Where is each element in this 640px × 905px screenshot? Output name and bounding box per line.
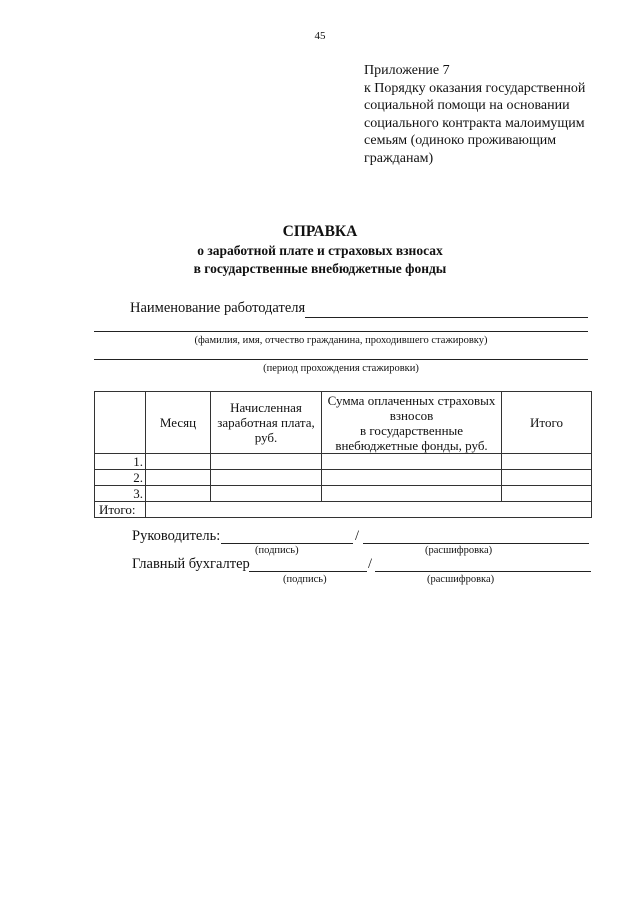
table-row (95, 486, 592, 502)
accountant-signature-label: Главный бухгалтер (132, 556, 250, 572)
employer-label: Наименование работодателя (130, 300, 306, 316)
table-row (95, 470, 592, 486)
contributions-cell[interactable] (322, 470, 502, 486)
head-decode-line[interactable] (363, 543, 589, 544)
header-salary-line: Начисленная (230, 400, 302, 415)
accountant-slash: / (368, 556, 373, 572)
header-salary-line: руб. (254, 430, 278, 445)
month-cell[interactable] (146, 486, 211, 502)
appendix-line: к Порядку оказания государственной (364, 80, 586, 96)
contributions-cell[interactable] (322, 486, 502, 502)
table-header-row (95, 392, 592, 454)
header-month: Месяц (146, 392, 211, 454)
employer-field-line[interactable] (305, 317, 588, 318)
title-line-2: о заработной плате и страховых взносах (197, 243, 443, 258)
header-salary-line: заработная плата, (217, 415, 315, 430)
header-total: Итого (502, 392, 592, 454)
fio-field-line[interactable] (94, 331, 588, 332)
total-cell[interactable] (502, 486, 592, 502)
title-main: СПРАВКА (282, 223, 358, 240)
head-signature-label: Руководитель: (132, 528, 221, 544)
head-slash: / (355, 528, 360, 544)
month-cell[interactable] (146, 470, 211, 486)
header-contributions-line: внебюджетные фонды, руб. (335, 438, 488, 453)
salary-cell[interactable] (211, 454, 322, 470)
page-number: 45 (314, 30, 326, 42)
table-row (95, 454, 592, 470)
head-decode-caption: (расшифровка) (425, 545, 493, 556)
salary-cell[interactable] (211, 470, 322, 486)
title-line-3: в государственные внебюджетные фонды (193, 261, 447, 276)
accountant-decode-caption: (расшифровка) (427, 574, 495, 585)
contributions-cell[interactable] (322, 454, 502, 470)
total-cell[interactable] (502, 454, 592, 470)
appendix-line: семьям (одиноко проживающим (364, 133, 557, 148)
period-field-line[interactable] (94, 359, 588, 360)
row-number: 1. (95, 454, 146, 470)
table-total-row (95, 502, 592, 518)
salary-cell[interactable] (211, 486, 322, 502)
month-cell[interactable] (146, 454, 211, 470)
header-contributions-line: Сумма оплаченных страховых (327, 393, 496, 408)
appendix-line: социальной помощи на основании (364, 98, 570, 113)
document-title (0, 222, 640, 278)
row-number: 3. (95, 486, 146, 502)
appendix-line: социального контракта малоимущим (364, 115, 585, 131)
total-cell[interactable] (502, 470, 592, 486)
row-number: 2. (95, 470, 146, 486)
head-signature-line[interactable] (221, 543, 353, 544)
period-caption: (период прохождения стажировки) (263, 363, 419, 374)
appendix-line: гражданам) (364, 150, 434, 166)
appendix-line: Приложение 7 (364, 63, 450, 78)
header-contributions-line: взносов (389, 408, 434, 423)
fio-caption: (фамилия, имя, отчество гражданина, проходившего стажировку) (194, 335, 488, 346)
accountant-decode-line[interactable] (375, 571, 591, 572)
header-contributions (322, 392, 502, 454)
appendix-note (364, 62, 626, 167)
salary-contributions-table (94, 391, 592, 518)
header-salary (211, 392, 322, 454)
header-number (95, 392, 146, 454)
accountant-signature-caption: (подпись) (283, 574, 327, 585)
total-row-value[interactable] (146, 502, 592, 518)
accountant-signature-line[interactable] (249, 571, 367, 572)
head-signature-caption: (подпись) (255, 545, 299, 556)
header-contributions-line: в государственные (359, 423, 464, 438)
total-row-label: Итого: (95, 502, 146, 518)
